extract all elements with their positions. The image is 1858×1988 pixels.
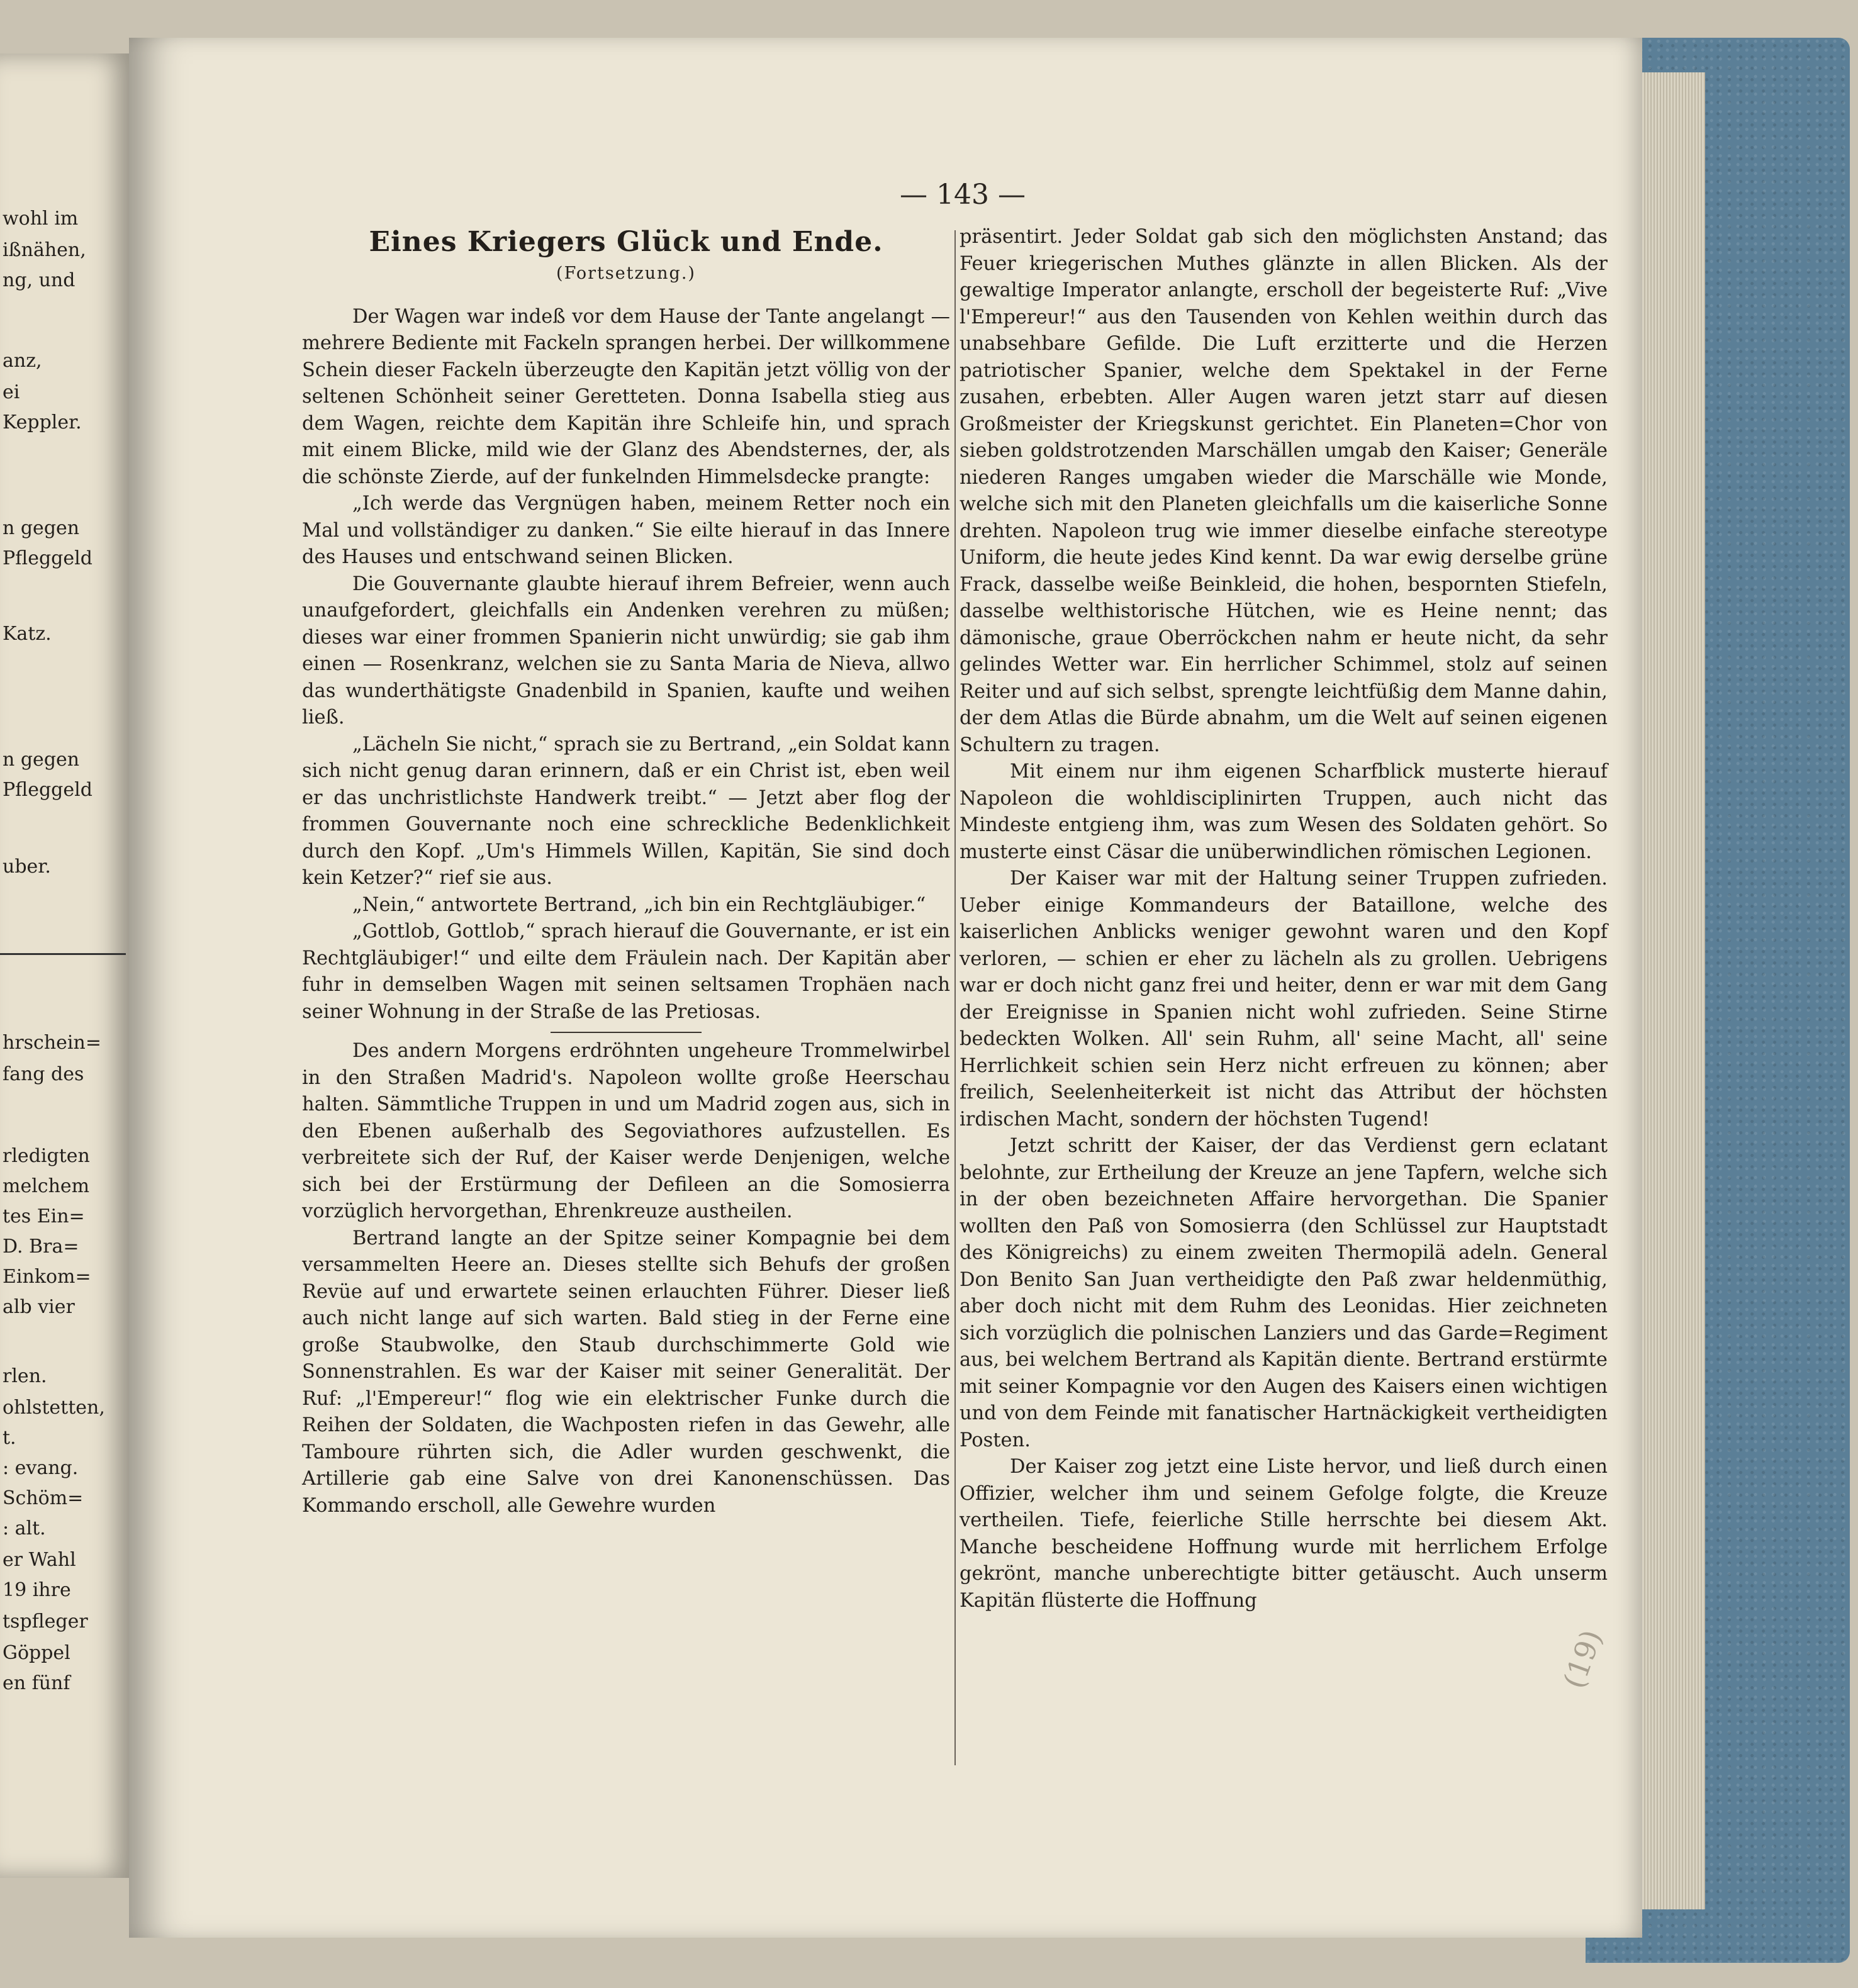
left-page-fragment: D. Bra=	[3, 1236, 79, 1258]
paragraph: präsentirt. Jeder Soldat gab sich den möglichsten Anstand; das Feuer kriegerischen Muthes glänzte in allen Blicken. Als der gewaltige Imperator anlangte, erscholl der begeisterte Ruf: „Vive l'Empereur!“ aus den Tausenden von Kehlen weithin durch das unabsehbare Gefilde. Die Luft erzitterte und die Herzen patriotischer Spanier, welche dem Spektakel in der Ferne zusahen, erbebten. Aller Augen waren jetzt starr auf diesen Großmeister der Kriegskunst gerichtet. Ein Planeten=Chor von sieben goldstrotzenden Marschällen umgab den Kaiser; Generäle niederen Ranges umgaben wieder die Marschälle wie Monde, welche sich mit den Planeten gleichfalls um die kaiserliche Sonne drehten. Napoleon trug wie immer dieselbe einfache stereotype Uniform, die heute jedes Kind kennt. Da war ewig derselbe grüne Frack, dasselbe weiße Beinkleid, die hohen, bespornten Stiefeln, dasselbe welthistorische Hütchen, wie es Heine nennt; das dämonische, graue Oberröckchen nahm er heute nicht, da sehr gelindes Wetter war. Ein herrlicher Schimmel, stolz auf seinen Reiter und auf sich selbst, sprengte leichtfüßig dem Manne dahin, der dem Atlas die Bürde abnahm, um die Welt auf seinen eigenen Schultern zu tragen.	[960, 226, 1608, 756]
paragraph: Der Wagen war indeß vor dem Hause der Tante angelangt — mehrere Bediente mit Fackeln sprangen herbei. Der willkommene Schein dieser Fackeln überzeugte den Kapitän jetzt völlig von der seltenen Schönheit seiner Geretteten. Donna Isabella stieg aus dem Wagen, reichte dem Kapitän ihre Schleife hin, und sprach mit einem Blicke, mild wie der Glanz des Abendsternes, der, als die schönste Zierde, auf der funkelnden Himmelsdecke prangte:	[302, 305, 950, 488]
paragraph: Der Kaiser war mit der Haltung seiner Truppen zufrieden. Ueber einige Kommandeurs der Bataillone, welche des kaiserlichen Anblicks weniger gewohnt waren und den Kopf verloren, — schien er eher zu lächeln als zu grollen. Uebrigens war er doch nicht ganz frei und heiter, denn er war mit dem Gang der Ereignisse in Spanien nicht wohl zufrieden. Seine Stirne bedeckten Wolken. All' sein Ruhm, all' seine Macht, all' seine Herrlichkeit schien sein Herz nicht erfreuen zu können; aber freilich, Seelenheiterkeit ist nicht das Attribut der höchsten irdischen Macht, sondern der höchsten Tugend!	[960, 868, 1608, 1131]
left-page-fragment: n gegen	[3, 749, 80, 771]
left-page-rule	[0, 953, 126, 955]
paragraph: Mit einem nur ihm eigenen Scharfblick musterte hierauf Napoleon die wohldisciplinirten Truppen, auch nicht das Mindeste entgieng ihm, was zum Wesen des Soldaten gehört. So musterte einst Cäsar die unüberwindlichen römischen Legionen.	[960, 761, 1608, 863]
left-page	[0, 53, 135, 1878]
left-page-fragment: ei	[3, 381, 20, 403]
left-page-fragment: 19 ihre	[3, 1579, 71, 1601]
left-page-fragment: uber.	[3, 856, 51, 878]
text-column-left	[302, 224, 950, 1519]
left-page-fragment: : evang.	[3, 1457, 79, 1479]
paragraph: „Lächeln Sie nicht,“ sprach sie zu Bertrand, „ein Soldat kann sich nicht genug daran erinnern, daß er ein Christ ist, eben weil er das unchristlichste Handwerk treibt.“ — Jetzt aber flog der frommen Gouvernante noch eine schreckliche Bedenklichkeit durch den Kopf. „Um's Himmels Willen, Kapitän, Sie sind doch kein Ketzer?“ rief sie aus.	[302, 733, 950, 889]
paragraph: Der Kaiser zog jetzt eine Liste hervor, und ließ durch einen Offizier, welcher ihm und seinem Gefolge folgte, die Kreuze vertheilen. Tiefe, feierliche Stille herrschte bei diesem Akt. Manche bescheidene Hoffnung wurde mit herrlichem Erfolge gekrönt, manche unberechtigte bitter getäuscht. Auch unserm Kapitän flüsterte die Hoffnung	[960, 1456, 1608, 1612]
paragraph: Bertrand langte an der Spitze seiner Kompagnie bei dem versammelten Heere an. Dieses stellte sich Behufs der großen Revüe auf und erwartete seinen erlauchten Führer. Dieser ließ auch nicht lange auf sich warten. Bald stieg in der Ferne eine große Staubwolke, den Staub durchschimmerte Gold wie Sonnenstrahlen. Es war der Kaiser mit seiner Generalität. Der Ruf: „l'Empereur!“ flog wie ein elektrischer Funke durch die Reihen der Soldaten, die Wachposten riefen in das Gewehr, alle Tamboure rührten sich, die Adler wurden geschwenkt, die Artillerie gab eine Salve von drei Kanonenschüssen. Das Kommando erscholl, alle Gewehre wurden	[302, 1227, 950, 1517]
left-page-fragment: Einkom=	[3, 1266, 91, 1288]
paragraph: „Nein,“ antwortete Bertrand, „ich bin ein Rechtgläubiger.“	[352, 893, 926, 916]
text-column-right	[960, 224, 1608, 1614]
left-page-fragment: rledigten	[3, 1145, 90, 1167]
left-page-fragment: Schöm=	[3, 1487, 84, 1509]
left-page-fragment: ng, und	[3, 269, 76, 291]
left-page-fragment: tes Ein=	[3, 1205, 85, 1227]
left-page-fragment: er Wahl	[3, 1549, 76, 1571]
column-rule	[954, 230, 956, 1765]
left-page-fragment: melchem	[3, 1175, 90, 1197]
left-page-fragment: alb vier	[3, 1296, 75, 1318]
left-page-fragment: ißnähen,	[3, 239, 86, 261]
left-page-fragment: Katz.	[3, 623, 52, 645]
article-title: Eines Kriegers Glück und Ende.	[369, 226, 883, 258]
paragraph: „Ich werde das Vergnügen haben, meinem Retter noch ein Mal und vollständiger zu danken.“ Sie eilte hierauf in das Innere des Hauses und entschwand seinen Blicken.	[302, 493, 950, 568]
main-page	[129, 38, 1642, 1938]
left-page-fragment: Keppler.	[3, 411, 82, 433]
left-page-fragment: Pfleggeld	[3, 779, 92, 801]
left-page-fragment: fang des	[3, 1063, 84, 1085]
left-page-fragment: anz,	[3, 350, 42, 372]
paragraph: Jetzt schritt der Kaiser, der das Verdienst gern eclatant belohnte, zur Ertheilung der Kreuze an jene Tapfern, welche sich in der oben bezeichneten Affaire hervorgethan. Die Spanier wollten den Paß von Somosierra (den Schlüssel zur Hauptstadt des Königreichs) zu einem zweiten Thermopilä adeln. General Don Benito San Juan vertheidigte den Paß zwar heldenmüthig, aber doch nicht mit dem Ruhm des Leonidas. Hier zeichneten sich vorzüglich die polnischen Lanziers und das Garde=Regiment aus, bei welchem Bertrand als Kapitän diente. Bertrand erstürmte mit seiner Kompagnie vor den Augen des Kaisers einen wichtigen und von dem Feinde mit fanatischer Hartnäckigkeit vertheidigten Posten.	[960, 1135, 1608, 1451]
page-number: — 143 —	[900, 179, 1026, 211]
paragraph: Des andern Morgens erdröhnten ungeheure Trommelwirbel in den Straßen Madrid's. Napoleon wollte große Heerschau halten. Sämmtliche Truppen in und um Madrid zogen aus, sich in den Ebenen außerhalb des Segoviathores aufzustellen. Es verbreitete sich der Ruf, der Kaiser werde Denjenigen, welche sich bei der Erstürmung der Defileen an die Somosierra vorzüglich hervorgethan, Ehrenkreuze austheilen.	[302, 1040, 950, 1222]
pencil-annotation: (19)	[1556, 1625, 1609, 1693]
left-page-fragment: : alt.	[3, 1517, 46, 1539]
left-page-fragment: n gegen	[3, 517, 80, 539]
left-page-fragment: t.	[3, 1427, 16, 1449]
section-divider	[551, 1032, 702, 1033]
paragraph: Die Gouvernante glaubte hierauf ihrem Befreier, wenn auch unaufgefordert, gleichfalls ein Andenken verehren zu müßen; dieses war einer frommen Spanierin nicht unwürdig; sie gab ihm einen — Rosenkranz, welchen sie zu Santa Maria de Nieva, allwo das wunderthätigste Gnadenbild in Spanien, kaufte und weihen ließ.	[302, 572, 950, 729]
left-page-fragment: tspfleger	[3, 1611, 88, 1633]
paragraph: „Gottlob, Gottlob,“ sprach hierauf die Gouvernante, er ist ein Rechtgläubiger!“ und eilte dem Fräulein nach. Der Kapitän aber fuhr in demselben Wagen mit seinen seltsamen Trophäen nach seiner Wohnung in der Straße de las Pretiosas.	[302, 920, 950, 1023]
left-page-fragment: wohl im	[3, 208, 79, 230]
article-subtitle: (Fortsetzung.)	[556, 264, 696, 283]
left-page-fragment: Göppel	[3, 1642, 70, 1664]
left-page-fragment: Pfleggeld	[3, 547, 92, 569]
left-page-fragment: ohlstetten,	[3, 1397, 105, 1419]
left-page-fragment: rlen.	[3, 1365, 47, 1387]
left-page-fragment: hrschein=	[3, 1032, 101, 1054]
left-page-fragment: en fünf	[3, 1672, 70, 1694]
